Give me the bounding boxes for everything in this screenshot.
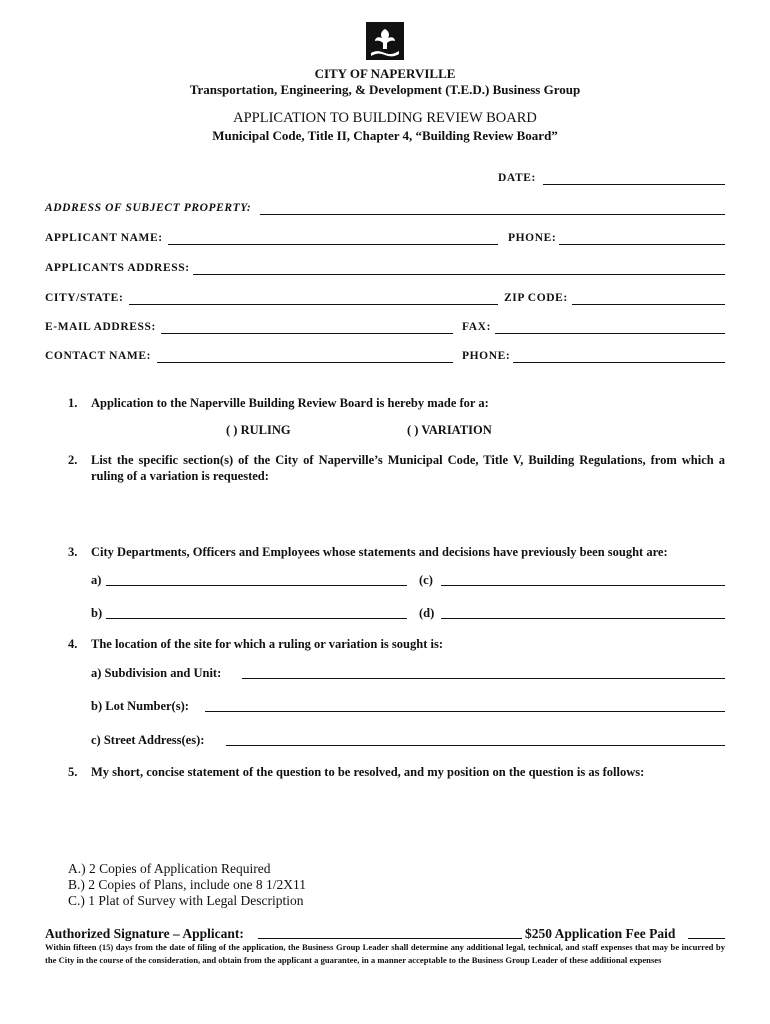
q1-number: 1. [68, 396, 78, 410]
q4a-label: a) Subdivision and Unit: [91, 666, 222, 680]
q4b-label: b) Lot Number(s): [91, 699, 189, 713]
zip-label: ZIP CODE: [504, 292, 568, 304]
q3d-field[interactable] [441, 618, 725, 619]
q4c-label: c) Street Address(es): [91, 733, 205, 747]
q5-number: 5. [68, 765, 78, 779]
city-state-label: CITY/STATE: [45, 292, 124, 304]
q5-answer-area[interactable] [91, 785, 725, 850]
lot-number-field[interactable] [205, 711, 725, 712]
requirements-list [68, 861, 306, 909]
ruling-checkbox[interactable]: ( ) RULING [226, 423, 291, 437]
q3-number: 3. [68, 545, 78, 559]
applicant-name-field[interactable] [168, 244, 498, 245]
form-subtitle: Municipal Code, Title II, Chapter 4, “Building Review Board” [212, 128, 558, 143]
variation-checkbox[interactable]: ( ) VARIATION [407, 423, 492, 437]
contact-name-label: CONTACT NAME: [45, 350, 152, 362]
q3a-field[interactable] [106, 585, 407, 586]
phone-field[interactable] [559, 244, 725, 245]
q3b-field[interactable] [106, 618, 407, 619]
expenses-note: Within fifteen (15) days from the date of filing of the application, the Business Group Leader shall determine any additional legal, technical, and staff expenses that may be incurred by the City in the course of the consideration, and obtain from the applicant a guarantee, in a manner acceptable to the Business Group Leader of these additional expenses [45, 942, 725, 965]
requirement-item: B.) 2 Copies of Plans, include one 8 1/2X11 [68, 877, 306, 892]
subdivision-field[interactable] [242, 678, 725, 679]
applicants-address-label: APPLICANTS ADDRESS: [45, 262, 190, 274]
fee-paid-field[interactable] [688, 938, 725, 939]
q2-text: List the specific section(s) of the City of Naperville’s Municipal Code, Title V, Building Regulations, from which a ruling of a variation is requested: [91, 453, 725, 483]
q3b-label: b) [91, 606, 103, 620]
contact-name-field[interactable] [157, 362, 453, 363]
business-group: Transportation, Engineering, & Development (T.E.D.) Business Group [189, 82, 581, 97]
zip-field[interactable] [572, 304, 725, 305]
q2-answer-area[interactable] [91, 490, 725, 530]
applicant-name-label: APPLICANT NAME: [45, 232, 163, 244]
date-field[interactable] [543, 184, 725, 185]
date-label: DATE: [498, 172, 536, 184]
email-field[interactable] [161, 333, 453, 334]
signature-field[interactable] [258, 938, 522, 939]
fax-label: FAX: [462, 321, 492, 333]
phone-label: PHONE: [508, 232, 557, 244]
q5-text: My short, concise statement of the question to be resolved, and my position on the question is as follows: [91, 765, 645, 779]
applicants-address-field[interactable] [193, 274, 725, 275]
tree-logo-icon [366, 22, 404, 60]
form-title: APPLICATION TO BUILDING REVIEW BOARD [233, 110, 537, 126]
q3a-label: a) [91, 573, 102, 587]
requirement-item: C.) 1 Plat of Survey with Legal Description [68, 893, 304, 908]
contact-phone-field[interactable] [513, 362, 725, 363]
city-logo [366, 22, 404, 60]
q3-text: City Departments, Officers and Employees whose statements and decisions have previously been sought are: [91, 545, 668, 559]
email-label: E-MAIL ADDRESS: [45, 321, 156, 333]
signature-label: Authorized Signature – Applicant: [45, 926, 244, 941]
fax-field[interactable] [495, 333, 725, 334]
q3d-label: (d) [419, 606, 435, 620]
street-address-field[interactable] [226, 745, 725, 746]
q4-text: The location of the site for which a ruling or variation is sought is: [91, 637, 443, 651]
fee-label: $250 Application Fee Paid [525, 926, 676, 941]
requirement-item: A.) 2 Copies of Application Required [68, 861, 271, 876]
city-state-field[interactable] [129, 304, 498, 305]
q3c-label: (c) [419, 573, 433, 587]
q2-number: 2. [68, 453, 78, 467]
q4-number: 4. [68, 637, 78, 651]
q1-text: Application to the Naperville Building Review Board is hereby made for a: [91, 396, 489, 410]
subject-address-label: ADDRESS OF SUBJECT PROPERTY: [45, 202, 252, 214]
city-name: CITY OF NAPERVILLE [314, 66, 456, 81]
q3c-field[interactable] [441, 585, 725, 586]
subject-address-field[interactable] [260, 214, 725, 215]
contact-phone-label: PHONE: [462, 350, 511, 362]
